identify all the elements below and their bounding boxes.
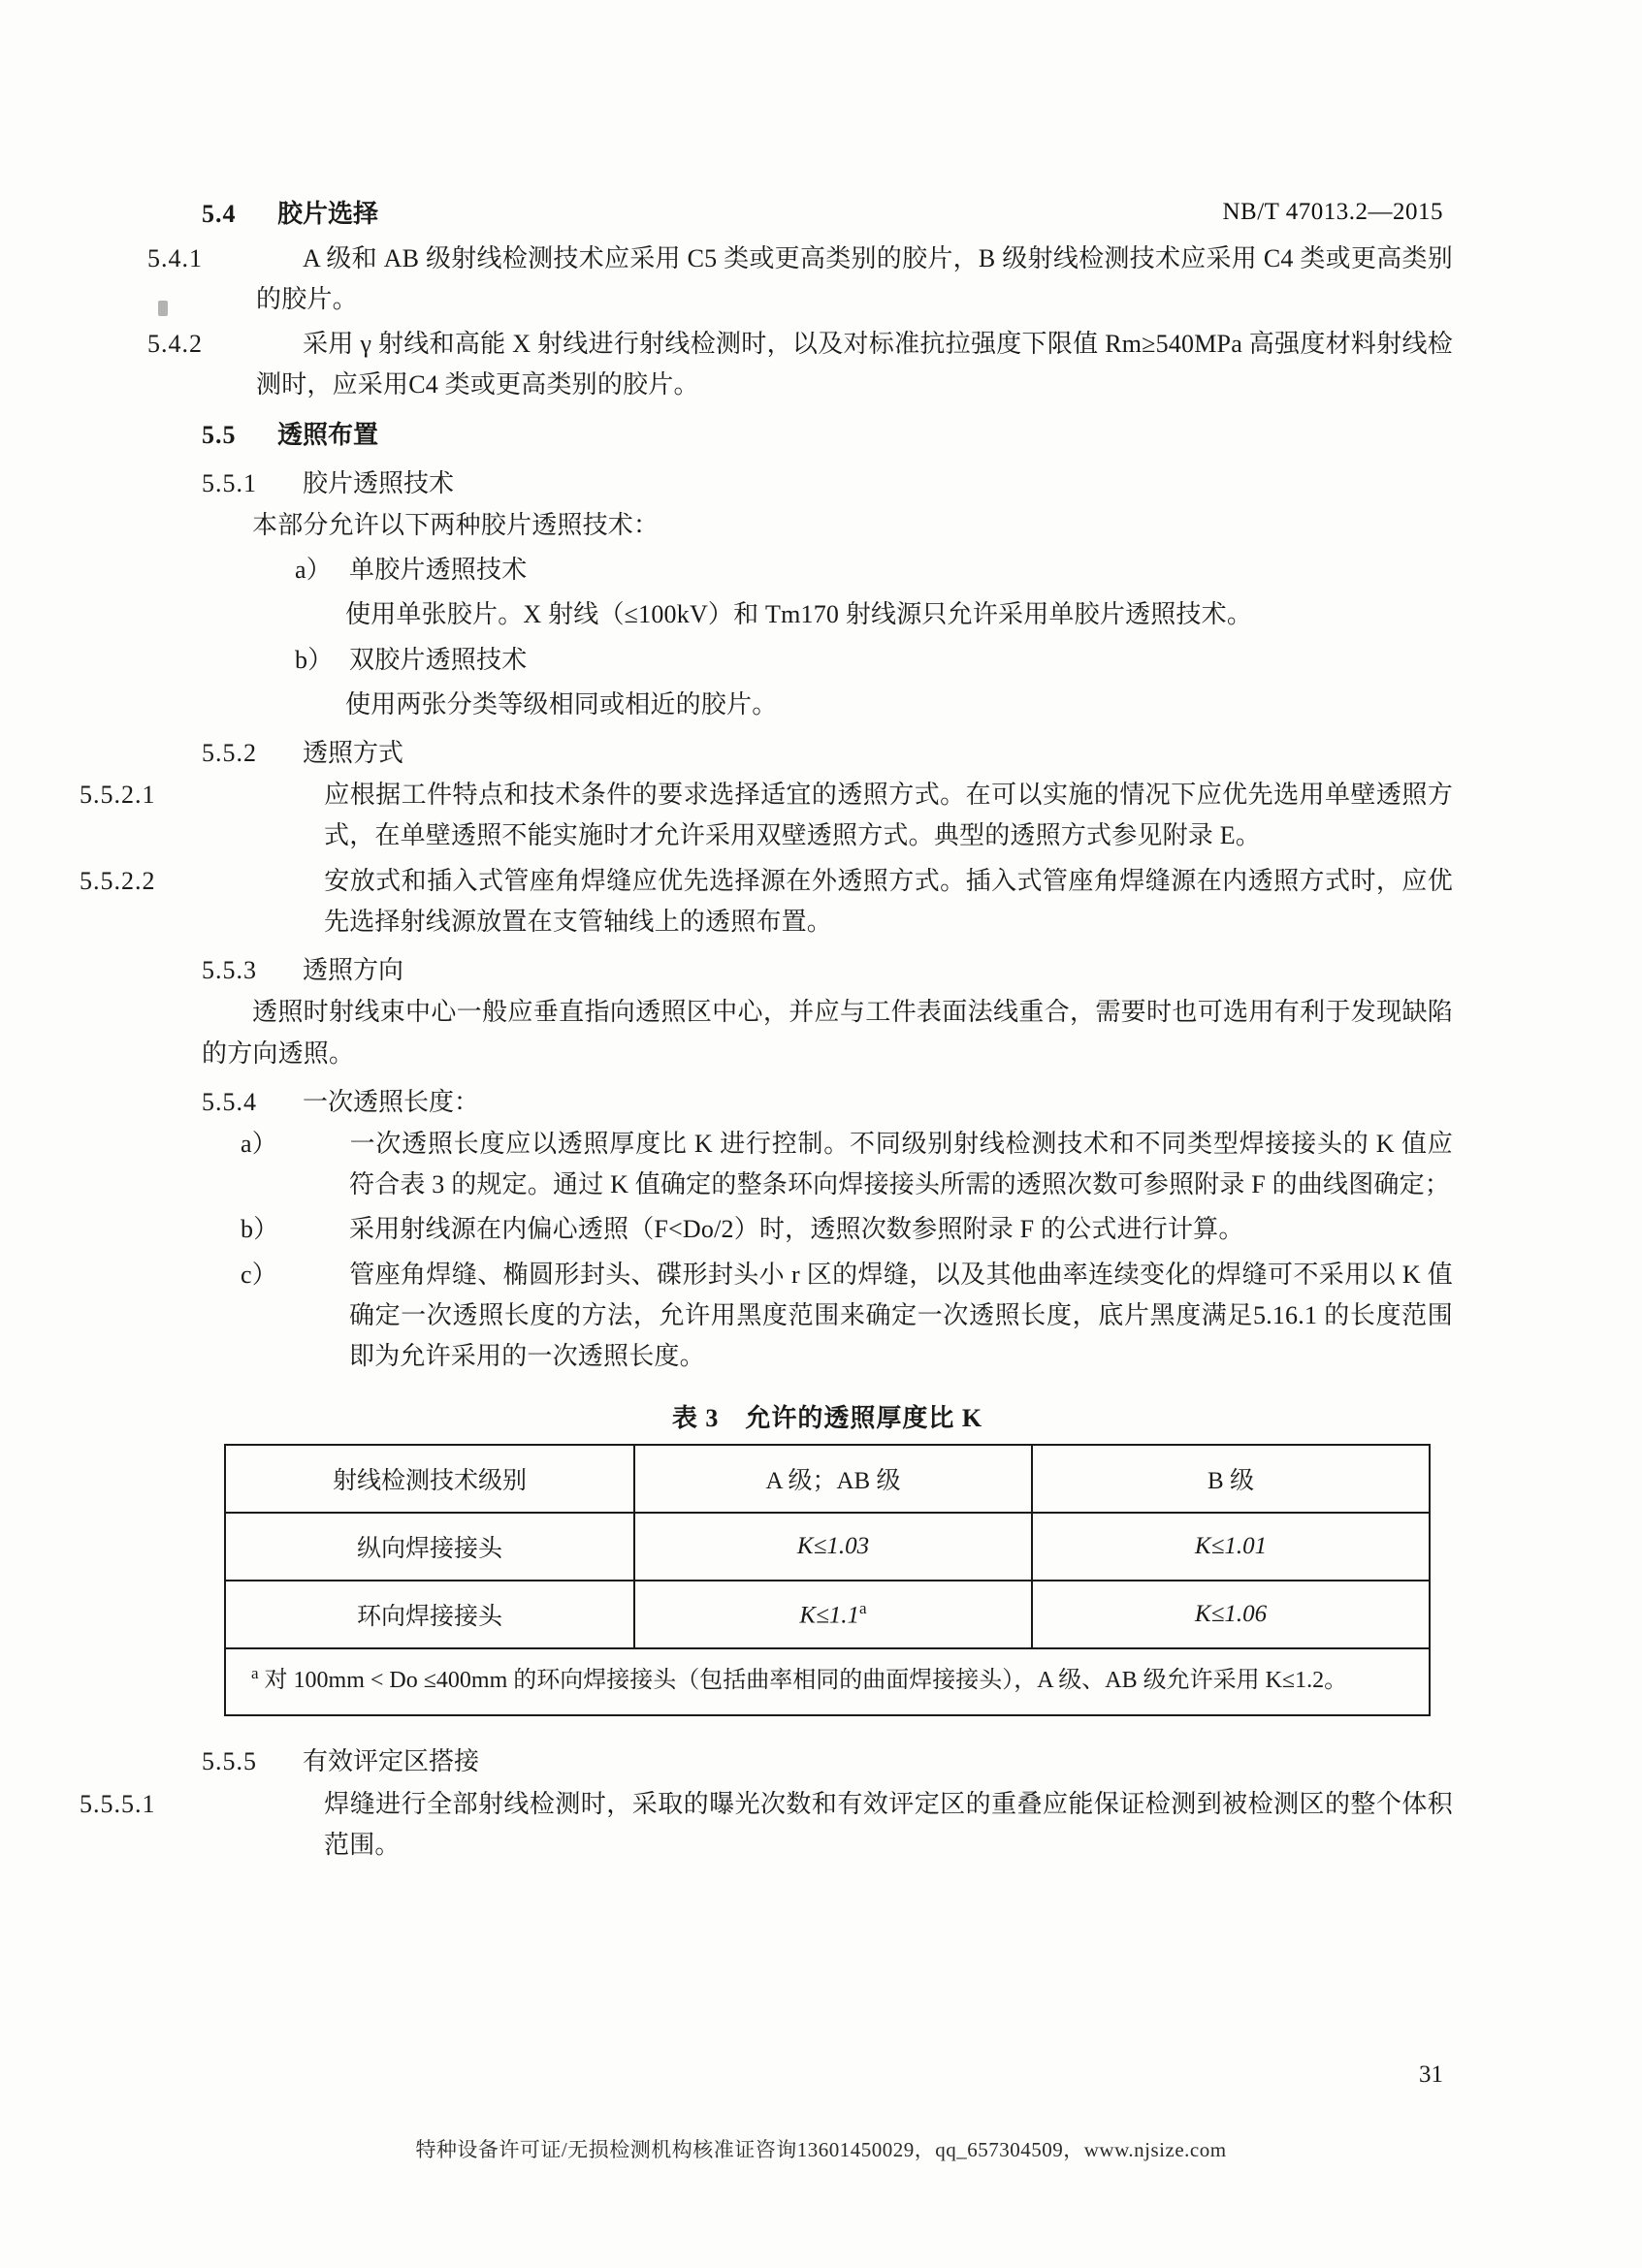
clause-5.5.2.2-number: 5.5.2.2 [80,866,156,895]
clause-5.5.1-heading [202,463,1453,504]
table-note-text: 对 100mm < Do ≤400mm 的环向焊接接头（包括曲率相同的曲面焊接接头），A 级、AB 级允许采用 K≤1.2。 [264,1667,1348,1693]
document-body [80,184,1453,1869]
clause-5.5.2.1 [80,775,1453,856]
table-header-cell-0: 射线检测技术级别 [225,1445,634,1513]
item-a-body: 使用单张胶片。X 射线（≤100kV）和 Tm170 射线源只允许采用单胶片透照技术。 [345,600,1253,629]
table-header-cell-2: B 级 [1032,1445,1430,1513]
item-a2-text: 一次透照长度应以透照厚度比 K 进行控制。不同级别射线检测技术和不同类型焊接接头的 K 值应符合表 3 的规定。通过 K 值确定的整条环向焊接接头所需的透照次数可参照附录 F 的曲线图确定； [349,1130,1453,1199]
item-c-text: 管座角焊缝、椭圆形封头、碟形封头小 r 区的焊缝，以及其他曲率连续变化的焊缝可不采用以 K 值确定一次透照长度的方法，允许用黑度范围来确定一次透照长度，底片黑度满足5.16.1 的长度范围即为允许采用的一次透照长度。 [349,1260,1453,1370]
clause-5.5.4-heading [202,1082,1453,1123]
clause-5.5.4-item-c [241,1255,1453,1377]
table-note-mark: a [251,1663,259,1682]
clause-5.5.3-number: 5.5.3 [202,955,257,984]
list-marker-b2: b） [241,1215,279,1244]
row-0-b: K≤1.01 [1032,1513,1430,1581]
clause-5.5.3-text: 透照时射线束中心一般应垂直指向透照区中心，并应与工件表面法线重合，需要时也可选用有利于发现缺陷的方向透照。 [202,998,1453,1068]
clause-5.5-title: 透照布置 [277,421,379,450]
row-1-b: K≤1.06 [1032,1581,1430,1648]
clause-5.5.2.2 [80,861,1453,942]
clause-5.5.2.2-text: 安放式和插入式管座角焊缝应优先选择源在外透照方式。插入式管座角焊缝源在内透照方式时，应优先选择射线源放置在支管轴线上的透照布置。 [324,866,1453,936]
clause-5.5.2-heading [202,733,1453,774]
clause-5.4.1-text: A 级和 AB 级射线检测技术应采用 C5 类或更高类别的胶片，B 级射线检测技术应采用 C4 类或更高类别的胶片。 [256,243,1453,313]
footer-watermark-note: 特种设备许可证/无损检测机构核准证咨询13601450029，qq_657304509，www.njsize.com [415,2138,1227,2161]
list-marker-a: a） [295,556,332,585]
clause-5.4.1-number: 5.4.1 [147,243,203,272]
row-1-label: 环向焊接接头 [225,1581,634,1648]
clause-5.5.5-number: 5.5.5 [202,1747,257,1776]
clause-5.5.1-item-b [295,640,1453,681]
clause-5.4.1 [147,239,1453,320]
table-header-row [225,1445,1430,1513]
clause-5.5.4-title: 一次透照长度： [303,1087,480,1116]
clause-5.5-heading [202,415,1453,456]
row-0-a-ab: K≤1.03 [634,1513,1032,1581]
row-1-a-ab: K≤1.1 [799,1602,860,1629]
clause-5.5.4-item-a [241,1124,1453,1205]
clause-5.5.4-item-b [241,1209,1453,1250]
item-b-body: 使用两张分类等级相同或相近的胶片。 [345,689,778,719]
clause-5.5.2-number: 5.5.2 [202,738,257,767]
clause-5.5.2.1-number: 5.5.2.1 [80,781,156,810]
clause-5.4-title: 胶片选择 [277,200,379,228]
standard-code-header: NB/T 47013.2—2015 [1222,199,1443,225]
list-marker-b: b） [295,645,334,674]
table-row [225,1581,1430,1648]
clause-5.4.2-text: 采用 γ 射线和高能 X 射线进行射线检测时，以及对标准抗拉强度下限值 Rm≥540MPa 高强度材料射线检测时，应采用C4 类或更高类别的胶片。 [256,329,1453,399]
table-row [225,1513,1430,1581]
row-1-a-ab-cell [634,1581,1032,1648]
clause-5.5.5-title: 有效评定区搭接 [303,1747,480,1776]
clause-5.4.2-number: 5.4.2 [147,329,203,358]
clause-5.5.1-title: 胶片透照技术 [303,468,455,497]
item-a-title: 单胶片透照技术 [349,556,528,585]
clause-5.5.2-title: 透照方式 [303,738,404,767]
clause-5.4-number: 5.4 [202,200,237,228]
row-0-label: 纵向焊接接头 [225,1513,634,1581]
table-3-caption: 表 3 允许的透照厚度比 K [671,1403,983,1432]
table-header-cell-1: A 级；AB 级 [634,1445,1032,1513]
item-b-title: 双胶片透照技术 [349,645,528,674]
clause-5.5.1-text: 本部分允许以下两种胶片透照技术： [252,511,660,540]
clause-5.5.4-number: 5.5.4 [202,1087,257,1116]
clause-5.5.5.1 [80,1784,1453,1866]
clause-5.5.5-heading [202,1741,1453,1782]
margin-mark [158,301,168,316]
clause-5.5.2.1-text: 应根据工件特点和技术条件的要求选择适宜的透照方式。在可以实施的情况下应优先选用单壁透照方式，在单壁透照不能实施时才允许采用双壁透照方式。典型的透照方式参见附录 E。 [324,781,1453,850]
table-note-row [225,1648,1430,1715]
item-b2-text: 采用射线源在内偏心透照（F<Do/2）时，透照次数参照附录 F 的公式进行计算。 [349,1215,1244,1244]
row-1-a-ab-footnote-mark: a [859,1599,867,1618]
table-3 [224,1444,1431,1716]
clause-5.4-heading [202,194,1453,235]
list-marker-a2: a） [241,1130,277,1159]
clause-5.5.3-title: 透照方向 [303,955,404,984]
clause-5.5-number: 5.5 [202,421,237,450]
clause-5.5.5.1-text: 焊缝进行全部射线检测时，采取的曝光次数和有效评定区的重叠应能保证检测到被检测区的整个体积范围。 [324,1789,1453,1859]
clause-5.5.3-heading [202,950,1453,991]
page-number: 31 [1419,2061,1443,2088]
clause-5.4.2 [147,324,1453,405]
table-note-cell [225,1648,1430,1715]
list-marker-c: c） [241,1260,277,1289]
clause-5.5.1-number: 5.5.1 [202,468,257,497]
clause-5.5.1-item-a [295,550,1453,591]
clause-5.5.5.1-number: 5.5.5.1 [80,1789,156,1818]
